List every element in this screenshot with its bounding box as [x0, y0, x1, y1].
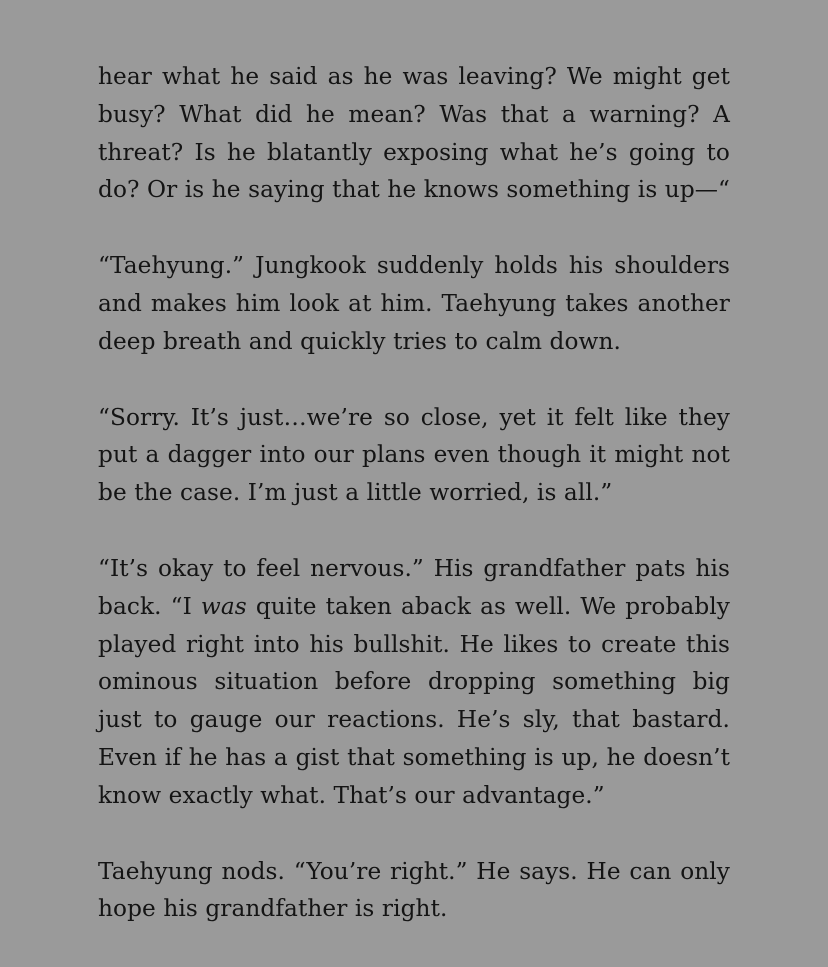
text-segment: back. “I	[98, 592, 201, 620]
text-line: threat? Is he blatantly exposing what he’s going to	[98, 138, 730, 166]
paragraph-2	[98, 247, 730, 360]
paragraph-3	[98, 399, 730, 512]
text-line: just to gauge our reactions. He’s sly, that bastard.	[98, 706, 730, 734]
paragraph-5	[98, 853, 730, 929]
text-line: “Sorry. It’s just…we’re so close, yet it felt like they	[98, 403, 730, 431]
text-line: ominous situation before dropping something big	[98, 668, 730, 696]
text-segment: quite taken aback as well. We probably	[246, 592, 730, 620]
text-line: do? Or is he saying that he knows something is up—“	[98, 176, 731, 204]
text-line: put a dagger into our plans even though it might not	[98, 441, 730, 469]
text-line: hope his grandfather is right.	[98, 895, 448, 923]
text-line-with-italic	[98, 588, 730, 626]
text-line: be the case. I’m just a little worried, is all.”	[98, 479, 613, 507]
text-line: busy? What did he mean? Was that a warning? A	[98, 100, 730, 128]
text-line: “It’s okay to feel nervous.” His grandfather pats his	[98, 554, 730, 582]
italic-word: was	[200, 592, 247, 620]
paragraph-1	[98, 58, 730, 209]
text-line: “Taehyung.” Jungkook suddenly holds his shoulders	[98, 252, 730, 280]
text-line: deep breath and quickly tries to calm down.	[98, 327, 621, 355]
text-line: know exactly what. That’s our advantage.”	[98, 781, 605, 809]
text-line: played right into his bullshit. He likes to create this	[98, 630, 730, 658]
paragraph-4	[98, 550, 730, 815]
text-line: Even if he has a gist that something is up, he doesn’t	[98, 743, 730, 771]
text-line: and makes him look at him. Taehyung takes another	[98, 289, 730, 317]
text-line: Taehyung nods. “You’re right.” He says. He can only	[98, 857, 730, 885]
text-line: hear what he said as he was leaving? We might get	[98, 63, 730, 90]
